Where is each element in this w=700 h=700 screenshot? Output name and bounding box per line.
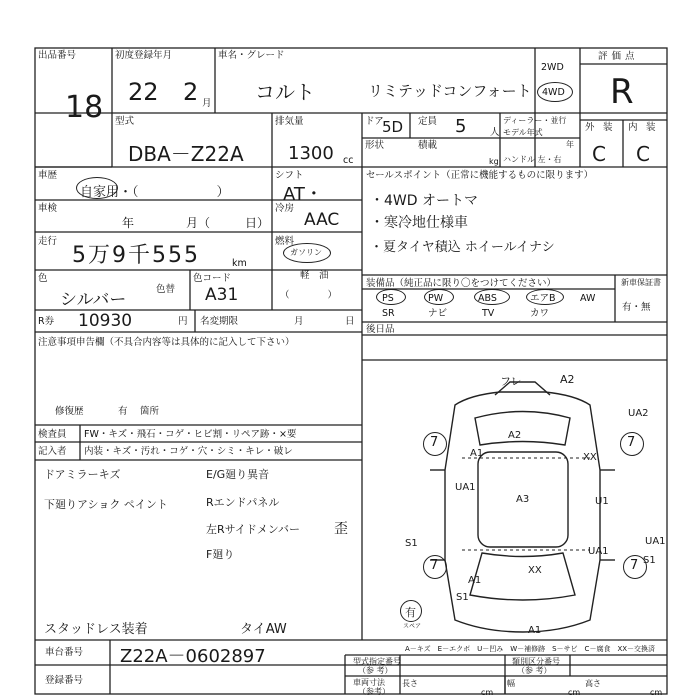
- length-unit: cm: [481, 688, 494, 697]
- color-label: 色: [38, 273, 48, 284]
- history-value: 自家用・（ ）: [80, 185, 230, 200]
- diag-top-1: フレ: [500, 375, 522, 388]
- reg-no-label: 登録番号: [45, 675, 84, 686]
- remark-left-2: 下廻りアショク ペイント: [44, 498, 168, 511]
- diag-mark-a1-rear: A1: [468, 575, 482, 586]
- color-code-value: A31: [205, 285, 239, 305]
- fuel-other: （ ）: [280, 290, 338, 301]
- sales-label: セールスポイント（正常に機能するものに限ります）: [366, 170, 594, 181]
- diag-mark-xx: XX: [583, 452, 597, 463]
- tire-fl-val: 7: [430, 435, 439, 450]
- repair-has: 有: [118, 406, 128, 417]
- fuel-gasoline: ガソリン: [290, 248, 322, 257]
- handle-label: ハンドル 左・右: [503, 155, 562, 164]
- person-unit: 人: [490, 127, 500, 138]
- mileage-label: 走行: [38, 236, 58, 247]
- name-period-day: 日: [345, 316, 355, 327]
- diag-mark-a1-bottom: A1: [528, 625, 542, 636]
- diag-mark-s1-rear: S1: [456, 592, 469, 603]
- color-code-label: 色コード: [193, 273, 232, 284]
- spare-label: スペア: [403, 623, 422, 630]
- sales-point-1: ・4WD オートマ: [370, 193, 478, 209]
- diag-mark-s1-l: S1: [405, 538, 418, 549]
- kg-unit: kg: [489, 157, 499, 166]
- ac-label: 冷房: [275, 203, 295, 214]
- remark-left-1: ドアミラーキズ: [44, 468, 121, 481]
- km-unit: km: [232, 258, 247, 269]
- ext-label-2: 装: [603, 122, 613, 133]
- int-label-2: 装: [646, 122, 656, 133]
- model-label: 型式: [115, 116, 135, 127]
- eval-label: 評価点: [598, 51, 639, 62]
- diag-mark-ua1-r: UA1: [588, 546, 609, 557]
- capacity-value: 5: [455, 116, 467, 137]
- equip-pw-circle: [424, 289, 454, 305]
- type-spec-ref: （参 考）: [358, 666, 393, 675]
- ext-grade: C: [592, 142, 606, 166]
- capacity-label: 定員: [418, 116, 438, 127]
- inspect-row1: FW・キズ・飛石・コゲ・ヒビ割・リペア跡・×要: [84, 429, 297, 440]
- category-label: 類別区分番号: [512, 657, 560, 666]
- history-label: 車歴: [38, 170, 58, 181]
- diag-mark-s1-r: S1: [643, 555, 656, 566]
- recycle-value: 10930: [78, 311, 133, 331]
- displacement-value: 1300: [288, 143, 334, 164]
- diag-mark-ua1-l: UA1: [455, 482, 476, 493]
- inspector-label: 検査員: [38, 429, 67, 440]
- first-reg-month: 2: [183, 78, 199, 106]
- door-label: ドア: [365, 116, 384, 127]
- month-unit: 月: [202, 98, 212, 109]
- model-year-label: モデル年式: [503, 128, 543, 137]
- diag-mark-a2: A2: [508, 430, 522, 441]
- legend: A－キズ E－エクボ U－凹み W－補修跡 S－サビ C－腐食 XX－交換済: [405, 645, 656, 653]
- diag-mark-a1: A1: [470, 448, 484, 459]
- yen-unit: 円: [178, 316, 188, 327]
- inspection-month: 月（: [186, 216, 211, 230]
- first-reg-label: 初度登録年月: [115, 50, 173, 61]
- remark-right-3: 左Rサイドメンバー: [206, 523, 300, 536]
- eval-score: R: [610, 72, 634, 112]
- diag-mark-a3: A3: [516, 494, 530, 505]
- width-unit: cm: [568, 688, 581, 697]
- ext-label-1: 外: [585, 122, 595, 133]
- height-label: 高さ: [585, 679, 601, 688]
- height-unit: cm: [650, 688, 663, 697]
- dealer-label: ディーラー・並行: [503, 116, 567, 125]
- chassis-value: Z22A－0602897: [120, 646, 266, 667]
- equip-ps: PS: [382, 293, 394, 304]
- remark-right-1: E/G廻り異音: [206, 468, 270, 481]
- shift-label: シフト: [275, 170, 304, 181]
- equip-pw: PW: [428, 293, 444, 304]
- inspect-row2: 内装・キズ・汚れ・コゲ・穴・シミ・キレ・破レ: [84, 446, 293, 457]
- category-ref: （参 考）: [517, 666, 552, 675]
- inspection-year: 年: [122, 216, 135, 230]
- studless-detail: タイAW: [240, 622, 287, 637]
- remark-mark: 歪: [334, 521, 348, 537]
- equip-ps-circle: [376, 289, 406, 305]
- car-grade-label: 車名・グレード: [218, 50, 285, 61]
- door-value: 5D: [382, 118, 404, 136]
- diag-top-2: A2: [560, 373, 575, 386]
- fuel-label: 燃料: [275, 236, 295, 247]
- int-label-1: 内: [628, 122, 638, 133]
- grade-name: リミテッドコンフォート: [368, 82, 532, 100]
- equip-sr: SR: [382, 308, 395, 319]
- warranty-value: 有・無: [622, 302, 651, 313]
- repair-place: 箇所: [140, 406, 160, 417]
- warranty-label: 新車保証書: [621, 278, 661, 287]
- studless-note: スタッドレス装着: [44, 622, 148, 637]
- diag-mark-ua2: UA2: [628, 408, 649, 419]
- tire-rr-val: 7: [630, 558, 639, 573]
- length-label: 長さ: [402, 679, 418, 688]
- drive-value: 4WD: [542, 87, 565, 98]
- 2wd-label: 2WD: [541, 62, 564, 73]
- history-circle: [76, 177, 118, 199]
- repair-label: 修復歴: [55, 406, 84, 417]
- color-change-label: 色替: [156, 284, 176, 295]
- name-period-label: 名変期限: [200, 316, 239, 327]
- tire-rl-val: 7: [430, 558, 439, 573]
- diag-mark-xx-rear: XX: [528, 565, 542, 576]
- diag-mark-u1: U1: [595, 496, 609, 507]
- equip-abs-circle: [474, 289, 510, 305]
- width-label: 幅: [507, 679, 515, 688]
- ac-value: AAC: [304, 210, 340, 230]
- equip-abs: ABS: [478, 293, 497, 304]
- lot-no-value: 18: [65, 90, 104, 125]
- shape-label: 形状: [365, 140, 385, 151]
- equip-airbag: エアB: [530, 293, 556, 304]
- remark-right-4: F廻り: [206, 548, 235, 561]
- mileage-value: 5万9千555: [72, 243, 200, 268]
- sales-point-2: ・寒冷地仕様車: [370, 215, 468, 231]
- equip-navi: ナビ: [428, 308, 448, 319]
- notes-label: 注意事項申告欄（不具合内容等は具体的に記入して下さい）: [38, 337, 295, 348]
- first-reg-year: 22: [128, 78, 159, 106]
- int-grade: C: [636, 142, 650, 166]
- equip-tv: TV: [482, 308, 495, 319]
- lot-no-label: 出品番号: [38, 50, 77, 61]
- chassis-label: 車台番号: [45, 647, 84, 658]
- type-spec-label: 型式指定番号: [353, 657, 401, 666]
- equip-leather: カワ: [530, 308, 550, 319]
- name-period-month: 月: [294, 316, 304, 327]
- fuel-diesel: 軽 油: [300, 270, 329, 281]
- drive-circle: [537, 82, 573, 102]
- spare-value: 有: [405, 606, 416, 619]
- load-label: 積載: [418, 140, 438, 151]
- tire-fr-val: 7: [627, 435, 636, 450]
- recycle-label: R券: [38, 316, 55, 327]
- recorder-label: 記入者: [38, 446, 67, 457]
- shift-value: AT・: [283, 184, 323, 205]
- fuel-circle: [283, 243, 331, 263]
- remark-right-2: Rエンドパネル: [206, 496, 280, 509]
- sales-point-3: ・夏タイヤ積込 ホイールイナシ: [370, 240, 555, 255]
- inspection-day: 日）: [245, 216, 270, 230]
- car-name: コルト: [255, 80, 315, 104]
- year-unit: 年: [566, 140, 574, 149]
- cc-unit: cc: [343, 155, 354, 166]
- model-code: DBA－Z22A: [128, 142, 244, 166]
- equip-aw: AW: [580, 293, 596, 304]
- color-value: シルバー: [60, 290, 127, 310]
- vehicle-dim-label: 車両寸法: [353, 678, 385, 687]
- equipment-label: 装備品（純正品に限り〇をつけてください）: [366, 278, 557, 289]
- equip-airbag-circle: [526, 289, 564, 305]
- diag-mark-ua1-rr: UA1: [645, 536, 666, 547]
- vehicle-dim-ref: （参考）: [358, 687, 390, 696]
- displacement-label: 排気量: [275, 116, 304, 127]
- inspection-label: 車検: [38, 203, 58, 214]
- rear-label: 後日品: [366, 324, 395, 335]
